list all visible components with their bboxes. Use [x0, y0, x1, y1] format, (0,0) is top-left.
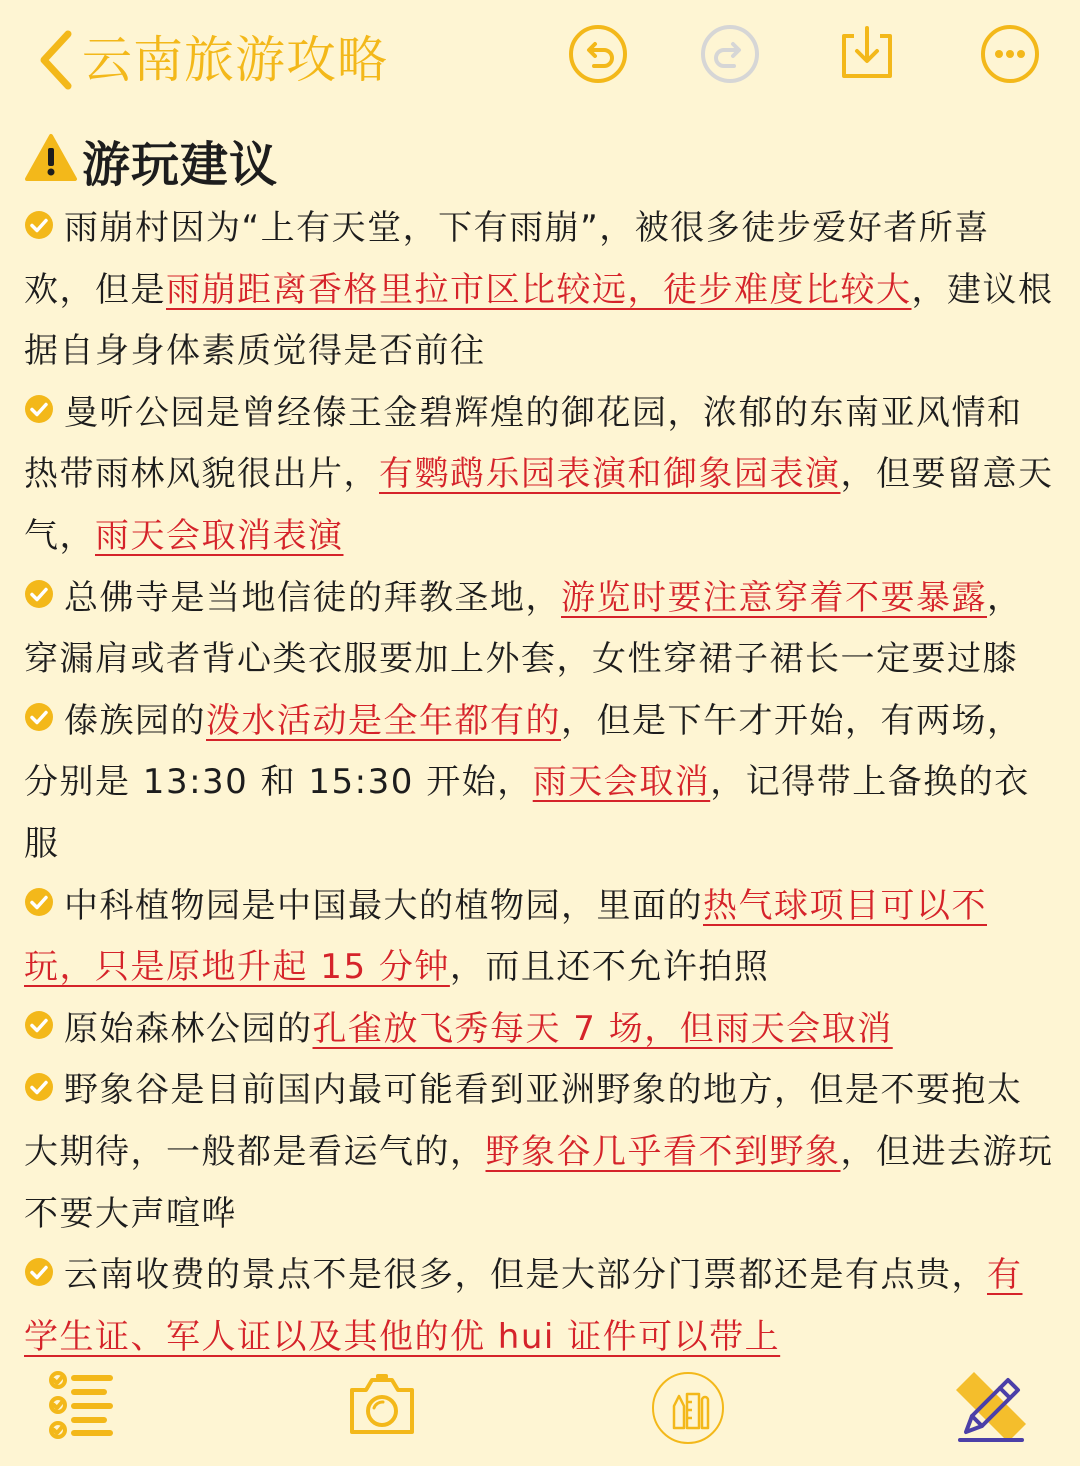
sketch-tools-icon[interactable] — [650, 1370, 726, 1446]
checkmark-icon — [24, 1072, 54, 1102]
tip-text: ，但进去游玩不要大声喧哗 — [24, 1131, 1054, 1234]
warning-icon — [24, 133, 78, 187]
highlighted-text: 泼水活动是全年都有的 — [206, 700, 561, 741]
checkmark-icon — [24, 210, 54, 240]
note-content[interactable] — [24, 128, 1054, 1368]
tip-text: 傣族园的 — [64, 700, 206, 741]
checklist-icon[interactable] — [48, 1370, 116, 1440]
tip-text: 曼听公园是曾经傣王金碧辉煌的御花园，浓郁的东南亚风情和热带雨林风貌很出片， — [24, 392, 1023, 495]
back-chevron-icon[interactable] — [36, 28, 76, 92]
highlighted-text: 热气球项目可以不玩，只是原地升起 15 分钟 — [24, 885, 987, 988]
tip-text: 雨崩村因为“上有天堂，下有雨崩”，被很多徒步爱好者所喜欢，但是 — [24, 208, 990, 310]
highlighted-text: 雨天会取消 — [532, 762, 711, 803]
tips-list — [24, 198, 1054, 1368]
highlighted-text: 雨天会取消表演 — [95, 515, 344, 556]
highlighted-text: 有鹦鹉乐园表演和御象园表演 — [379, 454, 841, 495]
tip-item — [24, 876, 1054, 999]
section-title: 游玩建议 — [82, 136, 279, 193]
tip-item — [24, 691, 1054, 876]
tip-text: 云南收费的景点不是很多，但是大部分门票都还是有点贵， — [64, 1255, 987, 1296]
tip-item — [24, 1245, 1054, 1368]
pen-icon[interactable] — [952, 1370, 1028, 1446]
highlighted-text: 游览时要注意穿着不要暴露 — [561, 577, 987, 618]
tip-text: ，但要留意天气， — [24, 454, 1054, 556]
camera-icon[interactable] — [344, 1370, 420, 1440]
tip-item — [24, 383, 1054, 568]
checkmark-icon — [24, 887, 54, 917]
tip-text: 总佛寺是当地信徒的拜教圣地， — [64, 577, 561, 618]
tip-item — [24, 198, 1054, 383]
tip-text: ，记得带上备换的衣服 — [24, 762, 1030, 864]
highlighted-text: 雨崩距离香格里拉市区比较远，徒步难度比较大 — [166, 269, 912, 310]
tip-text: ，建议根据自身身体素质觉得是否前往 — [24, 269, 1054, 372]
top-bar — [0, 0, 1080, 120]
checkmark-icon — [24, 1010, 54, 1040]
checkmark-icon — [24, 579, 54, 609]
highlighted-text: 有学生证、军人证以及其他的优 hui 证件可以带上 — [24, 1255, 1023, 1357]
highlighted-text: 野象谷几乎看不到野象 — [485, 1131, 841, 1172]
tip-text: ，而且还不允许拍照 — [449, 947, 770, 988]
back-button[interactable] — [36, 28, 388, 92]
tip-text: ，但是下午才开始，有两场，分别是 13:30 和 15:30 开始， — [24, 700, 1023, 803]
undo-icon[interactable] — [568, 24, 628, 84]
tip-text: 野象谷是目前国内最可能看到亚洲野象的地方，但是不要抱太大期待，一般都是看运气的， — [24, 1070, 1023, 1172]
page-title: 云南旅游攻略 — [82, 31, 388, 89]
tip-item — [24, 568, 1054, 691]
more-icon[interactable] — [980, 24, 1040, 84]
checkmark-icon — [24, 702, 54, 732]
tip-item — [24, 999, 1054, 1061]
checkmark-icon — [24, 1257, 54, 1287]
redo-icon[interactable] — [700, 24, 760, 84]
download-icon[interactable] — [836, 24, 896, 84]
checkmark-icon — [24, 394, 54, 424]
section-heading — [24, 128, 1054, 192]
tip-item — [24, 1060, 1054, 1245]
tip-text: 原始森林公园的 — [64, 1008, 313, 1049]
tip-text: 中科植物园是中国最大的植物园，里面的 — [64, 885, 703, 926]
tip-text: ，穿漏肩或者背心类衣服要加上外套，女性穿裙子裙长一定要过膝 — [24, 577, 1023, 680]
highlighted-text: 孔雀放飞秀每天 7 场，但雨天会取消 — [312, 1008, 893, 1049]
bottom-toolbar — [0, 1360, 1080, 1460]
